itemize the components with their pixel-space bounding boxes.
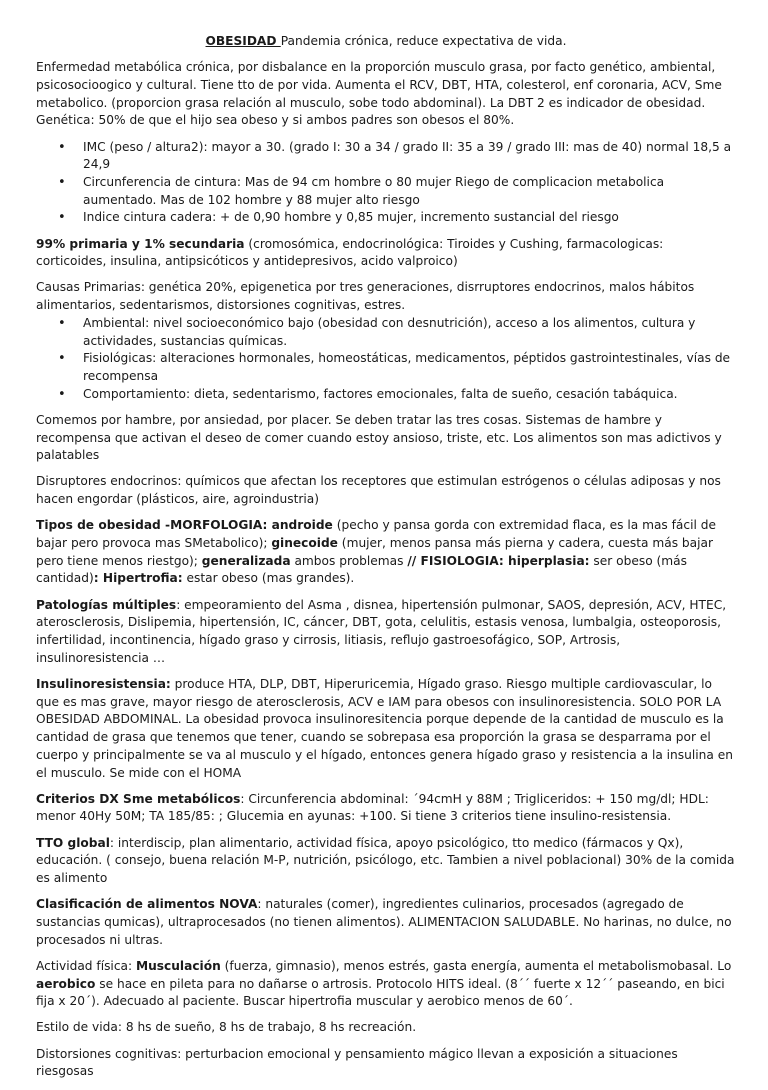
bold-term: Patologías múltiples (36, 597, 177, 612)
causes-list (36, 315, 736, 404)
paragraph-text: : Circunferencia abdominal: ´94cmH y 88M ; Trigliceridos: + 150 mg/dl; HDL: menor 40Hy 50M; TA 185/85: ; Glucemia en ayunas: +100. Si tiene 3 criterios tiene insulino-resistensia. (36, 791, 709, 824)
lifestyle-paragraph: Estilo de vida: 8 hs de sueño, 8 hs de trabajo, 8 hs recreación. (36, 1020, 417, 1035)
bold-term: Criterios DX Sme metabólicos (36, 791, 241, 806)
list-item: • Indice cintura cadera: + de 0,90 hombre y 0,85 mujer, incremento sustancial del riesgo (36, 209, 736, 227)
bold-term: // FISIOLOGIA: hiperplasia: (407, 553, 590, 568)
list-item: • Ambiental: nivel socioeconómico bajo (obesidad con desnutrición), acceso a los alimentos, cultura y actividades, sustancias químicas. (36, 315, 736, 350)
bold-term: 99% primaria y 1% secundaria (36, 236, 245, 251)
nova-paragraph (36, 896, 736, 949)
paragraph-text: : interdiscip, plan alimentario, actividad física, apoyo psicológico, tto medico (fármacos y Qx), educación. ( consejo, buena relación M-P, nutrición, psicólogo, etc. Tambien a nivel poblacional) 30% de la comida es alimento (36, 835, 735, 886)
bold-term: Insulinoresistensia: (36, 677, 171, 691)
pathologies-paragraph (36, 597, 736, 668)
bold-term: aerobico (36, 976, 96, 991)
bold-term: Clasificación de alimentos NOVA (36, 897, 258, 912)
paragraph-text: estar obeso (mas grandes). (182, 571, 355, 586)
hunger-paragraph: Comemos por hambre, por ansiedad, por placer. Se deben tratar las tres cosas. Sistemas de hambre y recompensa que activan el deseo de comer cuando estoy ansioso, triste, etc. Los alimentos son mas adictivos y palatables (36, 412, 722, 463)
paragraph-text: (pecho y pansa gorda con extremidad flaca, es la mas fácil de bajar pero provoca mas SMetabolico); (36, 518, 716, 551)
list-item: • Fisiológicas: alteraciones hormonales, homeostáticas, medicamentos, péptidos gastrointestinales, vías de recompensa (36, 350, 736, 385)
paragraph-text: : naturales (comer), ingredientes culinarios, procesados (agregado de sustancias qumicas), ultraprocesados (no tienen alimentos). ALIMENTACION SALUDABLE. No harinas, no dulce, no procesados ni ultras. (36, 897, 732, 947)
bold-term: Musculación (135, 958, 221, 973)
paragraph-text: produce HTA, DLP, DBT, Hiperuricemia, Hígado graso. Riesgo multiple cardiovascular, lo que es mas grave, mayor riesgo de aterosclerosis, ACV e IAM para obesos con insulinoresistencia. SOLO POR LA OBESIDAD ABDOMINAL. La obesidad provoca insulinoresitencia porque depende de la cantidad de musculo es la cantidad de grasa que tenemos que tener, cuando se sobrepasa esa proporción la grasa se desparrama por el cuerpo y principalmente se va al musculo y el hígado, entonces genera hígado graso y resistencia a la insulina en el musculo. Se mide con el HOMA (36, 677, 733, 780)
document-page (36, 33, 736, 1090)
paragraph-text: (cromosómica, endocrinológica: Tiroides y Cushing, farmacologicas: corticoides, insulina, antipsicóticos y antidepresivos, acido valproico) (36, 236, 664, 269)
criteria-paragraph (36, 791, 736, 826)
bold-term: TTO global (36, 835, 110, 850)
paragraph-text: Actividad física: (36, 958, 136, 973)
bold-term: generalizada (201, 553, 291, 568)
insulin-resistance-paragraph (36, 676, 736, 782)
list-item: • IMC (peso / altura2): mayor a 30. (grado I: 30 a 34 / grado II: 35 a 39 / grado III: mas de 40) normal 18,5 a 24,9 (36, 139, 736, 174)
title-subtitle: Pandemia crónica, reduce expectativa de vida. (280, 34, 567, 48)
list-item: • Comportamiento: dieta, sedentarismo, factores emocionales, falta de sueño, cesación tabáquica. (36, 386, 736, 404)
bold-term: : Hipertrofia: (93, 571, 183, 586)
activity-paragraph (36, 958, 736, 1011)
paragraph-text: (mujer, menos pansa más pierna y cadera, cuesta más bajar pero tiene menos riestgo); (36, 536, 713, 568)
primary-secondary-paragraph (36, 236, 736, 271)
bold-term: ginecoide (271, 536, 338, 551)
paragraph-text: se hace en pileta para no dañarse o artrosis. Protocolo HITS ideal. (8´´ fuerte x 12´´ paseando, en bici fija x 20´). Adecuado al paciente. Buscar hipertrofia muscular y aerobico menos de 60´. (36, 976, 725, 1009)
paragraph-text: : empeoramiento del Asma , disnea, hipertensión pulmonar, SAOS, depresión, ACV, HTEC, aterosclerosis, Dislipemia, hipertensión, IC, cáncer, DBT, gota, celulitis, estasis venosa, lumbalgia, osteoporosis, infertilidad, incontinencia, hígado graso y cirrosis, litiasis, reflujo gastroesofágico, SOP, Artrosis, insulinoresistencia … (36, 597, 727, 665)
measures-list (36, 139, 736, 228)
paragraph-text: ambos problemas (290, 553, 408, 568)
intro-paragraph: Enfermedad metabólica crónica, por disbalance en la proporción musculo grasa, por facto genético, ambiental, psicosocioogico y cultural. Tiene tto de por vida. Aumenta el RCV, DBT, HTA, colesterol, enf coronaria, ACV, Sme metabolico. (proporcion grasa relación al musculo, sobe todo abdominal). La DBT 2 es indicador de obesidad. Genética: 50% de que el hijo sea obeso y si ambos padres son obesos el 80%. (36, 60, 722, 128)
causes-paragraph: Causas Primarias: genética 20%, epigenetica por tres generaciones, disrruptores endocrinos, malos hábitos alimentarios, sedentarismos, distorsiones cognitivas, estres. (36, 280, 695, 313)
distortions-paragraph: Distorsiones cognitivas: perturbacion emocional y pensamiento mágico llevan a exposición a situaciones riesgosas (36, 1046, 678, 1079)
treatment-paragraph (36, 835, 736, 888)
document-title (36, 33, 736, 51)
list-item: • Circunferencia de cintura: Mas de 94 cm hombre o 80 mujer Riego de complicacion metabolica aumentado. Mas de 102 hombre y 88 mujer alto riesgo (36, 174, 736, 209)
title-keyword: OBESIDAD (205, 34, 281, 48)
paragraph-text: ser obeso (más cantidad) (36, 553, 687, 586)
disruptors-paragraph: Disruptores endocrinos: químicos que afectan los receptores que estimulan estrógenos o células adiposas y nos hacen engordar (plásticos, aire, agroindustria) (36, 474, 721, 507)
paragraph-text: (fuerza, gimnasio), menos estrés, gasta energía, aumenta el metabolismobasal. Lo (220, 958, 732, 973)
types-paragraph (36, 517, 736, 588)
bold-term: Tipos de obesidad -MORFOLOGIA: androide (36, 518, 333, 533)
